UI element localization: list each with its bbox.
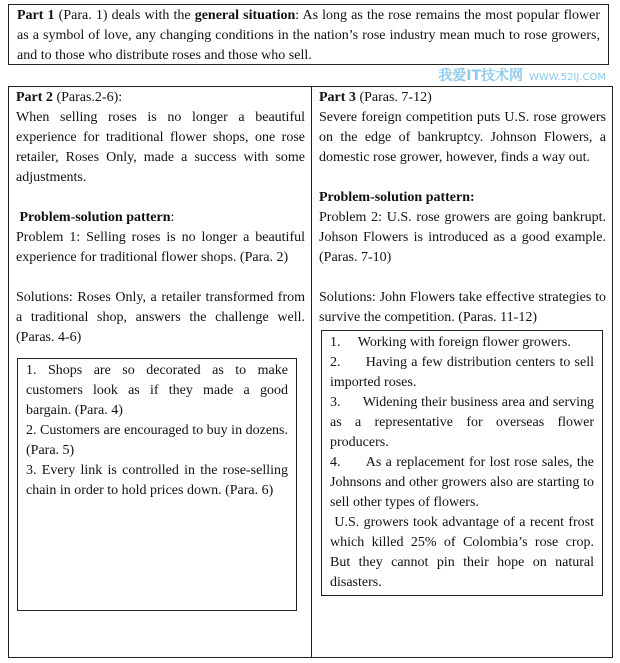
list-item: 1. Shops are so decorated as to make customers look as if they made a good bargain. (Para. 4) (26, 363, 288, 418)
watermark-logo (438, 66, 606, 86)
part2-problem: Problem 1: Selling roses is no longer a beautiful experience for traditional flower shops. (Para. 2) (16, 230, 305, 265)
part2-pattern: Problem-solution pattern (19, 210, 171, 225)
part3-solution-list (321, 330, 603, 596)
part3-problem: Problem 2: U.S. rose growers are going bankrupt. Johson Flowers is introduced as a good example. (Paras. 7-10) (319, 210, 606, 265)
watermark-text: 我爱IT技术网 (438, 68, 524, 84)
part2-column (9, 87, 312, 657)
part3-summary: Severe foreign competition puts U.S. rose growers on the edge of bankruptcy. Johnson Flowers, a domestic rose grower, however, finds a way out. (319, 110, 606, 165)
part3-para: (Paras. 7-12) (359, 90, 432, 105)
part3-label: Part 3 (319, 90, 356, 105)
list-item: 2. Having a few distribution centers to sell imported roses. (330, 355, 598, 390)
part3-note: U.S. growers took advantage of a recent frost which killed 25% of Colombia’s rose crop. But they cannot pin their hope on natural disasters. (330, 515, 598, 590)
part2-summary: When selling roses is no longer a beautiful experience for traditional flower shops, one rose retailer, Roses Only, made a success with some adjustments. (16, 110, 305, 185)
part3-column (312, 87, 612, 657)
list-item: 1. Working with foreign flower growers. (330, 335, 571, 350)
part1-text: : As long as the rose remains the most popular flower as a symbol of love, any changing conditions in the nation’s rose industry mean much to rose growers, and to those who distribute roses and those who sell. (17, 8, 601, 63)
list-item: 3. Every link is controlled in the rose-selling chain in order to hold prices down. (Para. 6) (26, 463, 288, 498)
list-item: 2. Customers are encouraged to buy in dozens. (Para. 5) (26, 423, 288, 458)
list-item: 3. Widening their business area and serving as a representative for overseas flower producers. (330, 395, 598, 450)
list-item: 4. As a replacement for lost rose sales, the Johnsons and other growers also are starting to sell other types of flowers. (330, 455, 598, 510)
part2-para: (Paras.2-6): (56, 90, 123, 105)
part1-label: Part 1 (17, 8, 55, 23)
part3-solutions: Solutions: John Flowers take effective strategies to survive the competition. (Paras. 11-12) (319, 290, 606, 325)
part2-solution-list (17, 358, 297, 611)
part1-box (8, 4, 609, 65)
part1-bold: general situation (194, 8, 296, 23)
parts-table (8, 86, 613, 658)
part2-pattern-colon: : (170, 210, 175, 225)
part2-solutions: Solutions: Roses Only, a retailer transformed from a traditional shop, answers the challenge well. (Paras. 4-6) (16, 290, 305, 345)
part3-pattern: Problem-solution pattern: (319, 190, 475, 205)
part2-label: Part 2 (16, 90, 53, 105)
watermark-url: WWW.52IJ.COM (529, 72, 606, 83)
part1-para: (Para. 1) deals with the (58, 8, 195, 23)
